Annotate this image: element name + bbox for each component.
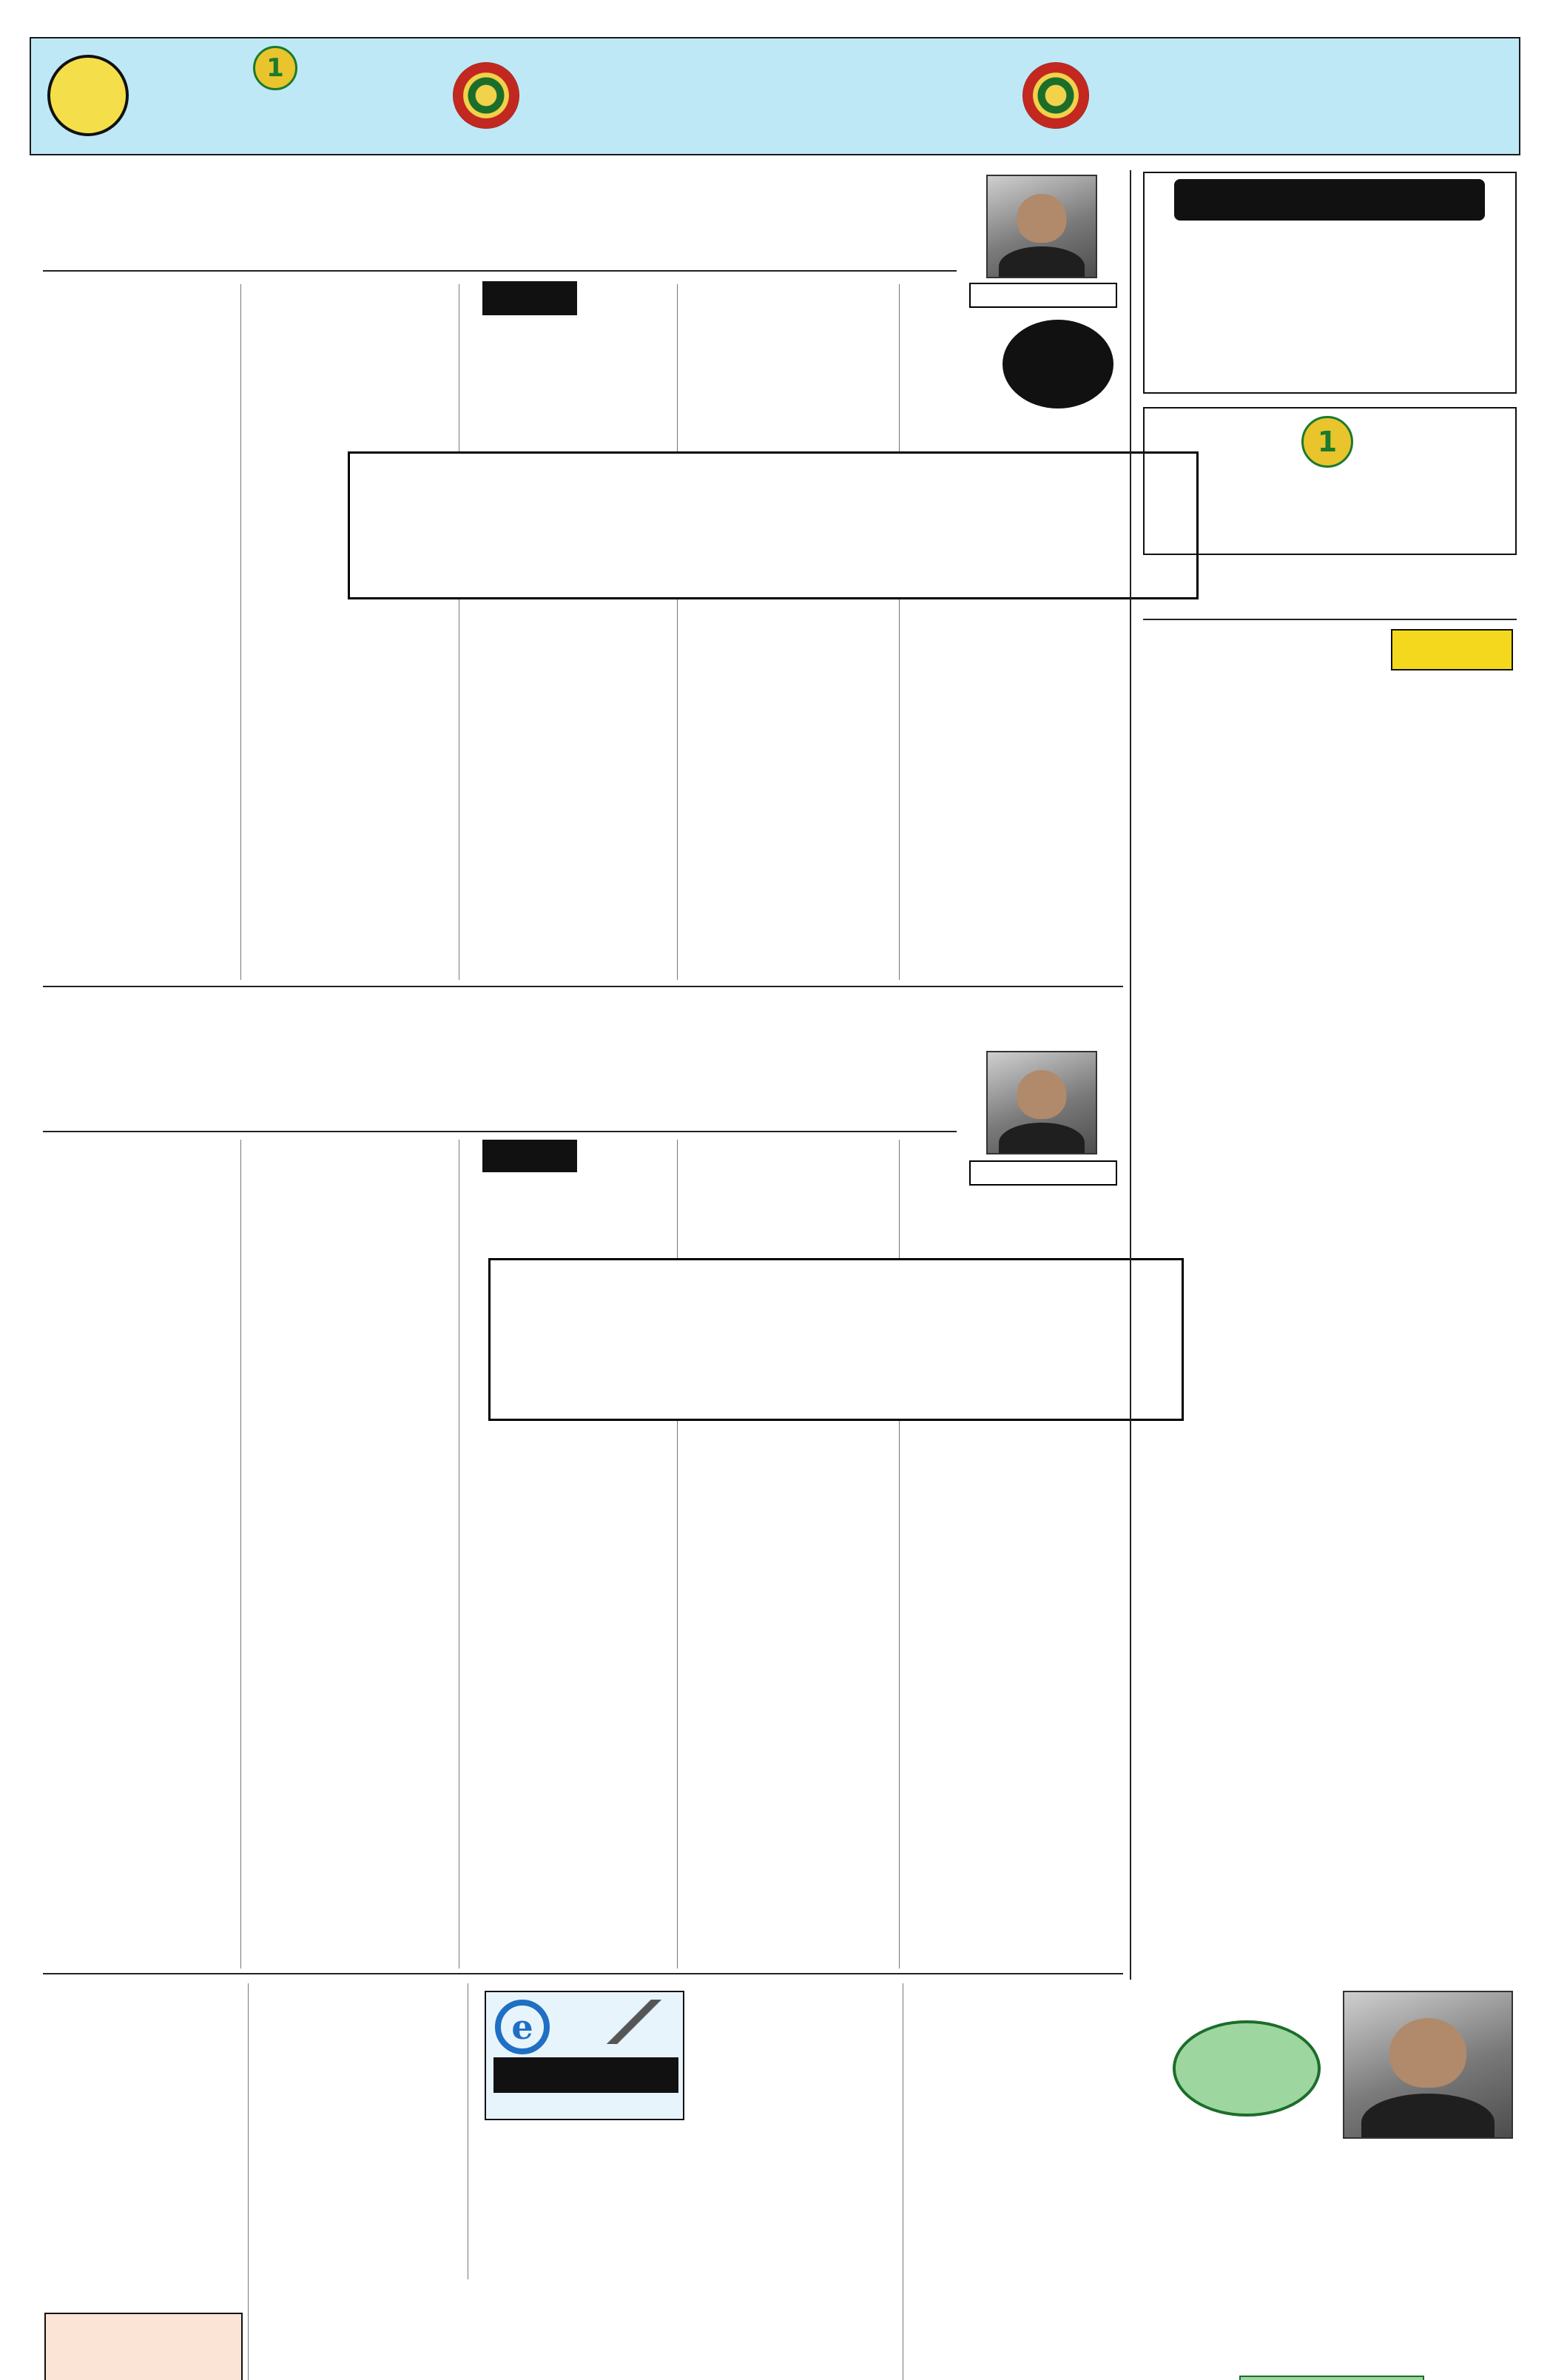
article1-col-3 xyxy=(466,321,672,980)
poet-photo xyxy=(1343,1991,1513,2139)
article1-col-1 xyxy=(906,284,1121,980)
aqwal-box xyxy=(1143,172,1517,394)
letters-col-bottom xyxy=(474,2316,903,2380)
letters-e-icon: e xyxy=(495,2000,550,2054)
letters-col-mid xyxy=(474,2131,682,2272)
letters-col-right xyxy=(688,1985,897,2259)
article1-pull-quote xyxy=(348,451,1199,599)
aaina-poem xyxy=(1158,2176,1502,2361)
article1-col-2 xyxy=(684,284,892,980)
letters-pen-icon xyxy=(597,2000,671,2044)
letters-title xyxy=(493,2057,678,2093)
sidebar-body-top xyxy=(1145,629,1386,688)
sidebar-body xyxy=(1145,690,1515,1850)
aqwal-text xyxy=(1153,256,1509,389)
sidebar-logo-anniversary-icon: 1 xyxy=(1301,416,1353,468)
article2-column-label xyxy=(482,1140,577,1172)
page-number-badge xyxy=(47,55,129,136)
author-photo-ziaullah xyxy=(986,1051,1097,1154)
logo-anniversary-icon: 1 xyxy=(253,46,297,90)
article1-rule xyxy=(43,270,957,272)
letters-col-3 xyxy=(255,1985,462,2380)
article2-col-4 xyxy=(248,1140,454,1969)
header-left-ornament xyxy=(453,62,519,129)
article2-pull-quote xyxy=(488,1258,1184,1421)
sidebar-logo-box xyxy=(1143,407,1517,555)
masthead-logo xyxy=(172,46,386,149)
header-band xyxy=(30,37,1520,155)
article1-column-label xyxy=(482,281,577,315)
author-name-ziaullah xyxy=(969,1160,1117,1186)
letters-banner xyxy=(485,1991,684,2120)
aaina-badge xyxy=(1173,2020,1321,2117)
article2-col-5 xyxy=(44,1140,235,1902)
article1-col-4 xyxy=(248,284,454,980)
letters-notice xyxy=(44,2313,243,2380)
article1-col-5 xyxy=(44,284,235,950)
aaina-box xyxy=(1143,1991,1517,2380)
poet-name-box xyxy=(1239,2376,1424,2380)
author-photo-qadri xyxy=(986,175,1097,278)
aqwal-title xyxy=(1174,179,1485,221)
header-right-ornament xyxy=(1022,62,1089,129)
sidebar-label xyxy=(1391,629,1513,670)
article3-body xyxy=(910,2028,1125,2380)
letters-col-4 xyxy=(44,1985,243,2281)
